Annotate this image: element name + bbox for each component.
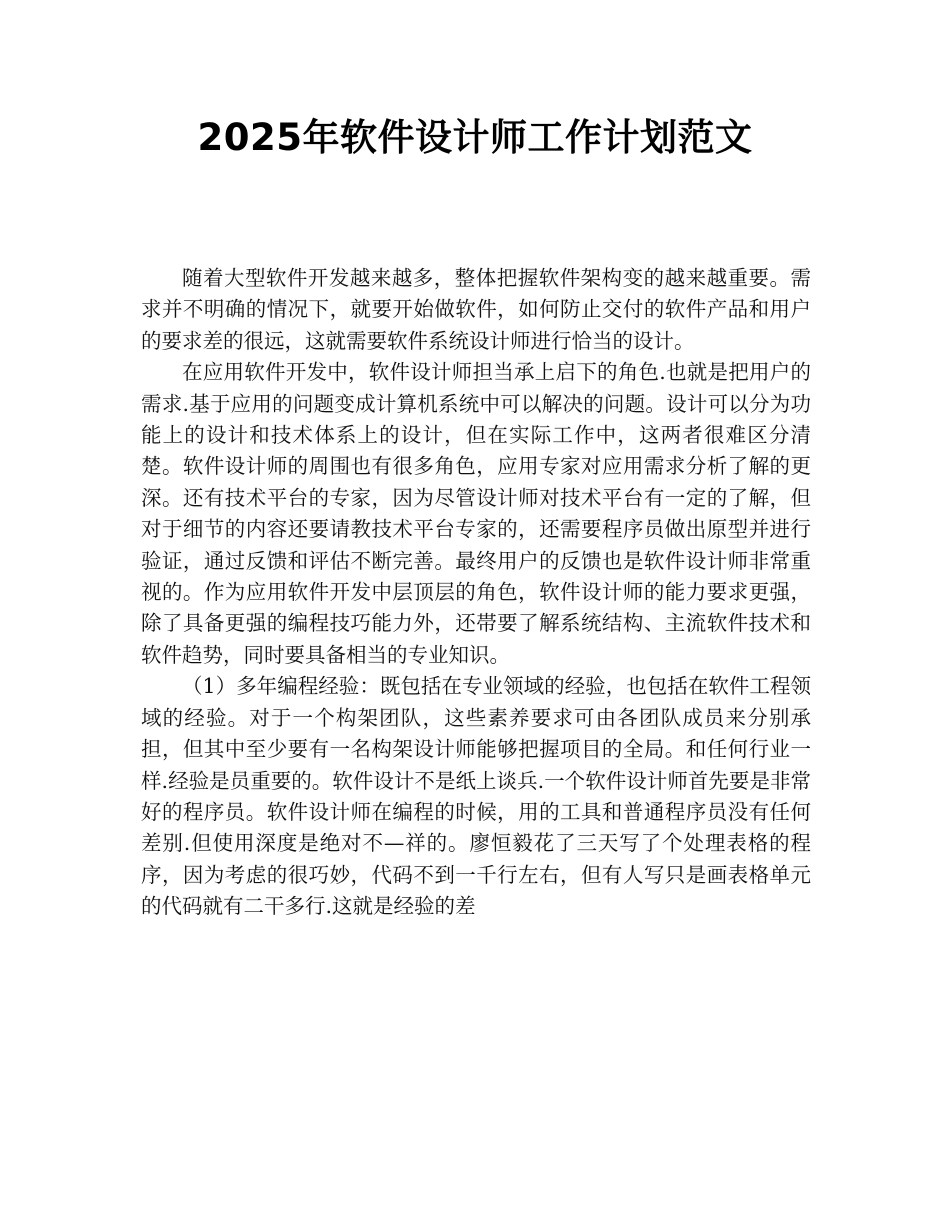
paragraph-intro: 随着大型软件开发越来越多，整体把握软件架构变的越来越重要。需求并不明确的情况下，就要开始做软件，如何防止交付的软件产品和用户的要求差的很远，这就需要软件系统设计师进行恰当的设计。 xyxy=(141,266,811,353)
document-body xyxy=(141,263,811,923)
document-title: 2025年软件设计师工作计划范文 xyxy=(197,116,753,159)
paragraph-experience: （1）多年编程经验：既包括在专业领域的经验，也包括在软件工程领域的经验。对于一个构架团队，这些素养要求可由各团队成员来分别承担，但其中至少要有一名构架设计师能够把握项目的全局。和任何行业一样.经验是员重要的。软件设计不是纸上谈兵.一个软件设计师首先要是非常好的程序员。软件设计师在编程的时候，用的工具和普通程序员没有任何差别.但使用深度是绝对不—祥的。廖恒毅花了三天写了个处理表格的程序，因为考虑的很巧妙，代码不到一千行左右，但有人写只是画表格单元的代码就有二干多行.这就是经验的差 xyxy=(141,674,811,919)
paragraph-role: 在应用软件开发中，软件设计师担当承上启下的角色.也就是把用户的需求.基于应用的问题变成计算机系统中可以解决的问题。设计可以分为功能上的设计和技术体系上的设计，但在实际工作中，这两者很难区分清楚。软件设计师的周围也有很多角色，应用专家对应用需求分析了解的更深。还有技术平台的专家，因为尽管设计师对技术平台有一定的了解，但对于细节的内容还要请教技术平台专家的，还需要程序员做出原型并进行验证，通过反馈和评估不断完善。最终用户的反馈也是软件设计师非常重视的。作为应用软件开发中层顶层的角色，软件设计师的能力要求更强，除了具备更强的编程技巧能力外，还帯要了解系统结构、主流软件技术和软件趋势，同时要具备相当的专业知识。 xyxy=(141,360,811,667)
